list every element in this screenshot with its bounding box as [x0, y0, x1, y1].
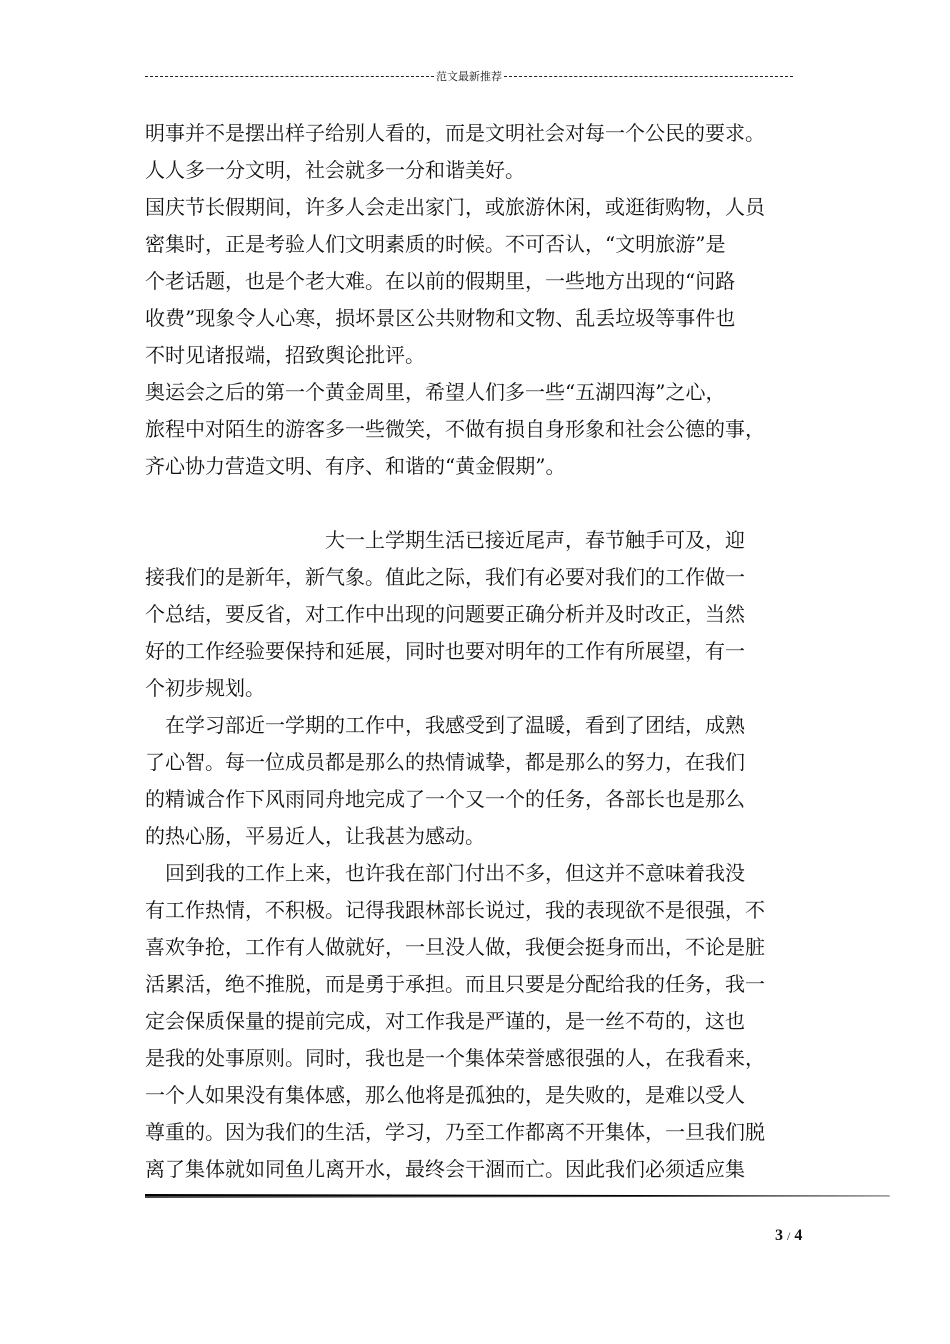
- text-line: 一个人如果没有集体感，那么他将是孤独的，是失败的，是难以受人: [145, 1083, 745, 1107]
- text-line: 个总结，要反省，对工作中出现的问题要正确分析并及时改正，当然: [145, 602, 745, 626]
- text-line: 人人多一分文明，社会就多一分和谐美好。: [145, 158, 525, 182]
- document-body: [145, 115, 810, 1188]
- text-line: 密集时，正是考验人们文明素质的时候。不可否认，“文明旅游”是: [145, 232, 726, 256]
- text-line: 尊重的。因为我们的生活，学习，乃至工作都离不开集体，一旦我们脱: [145, 1120, 765, 1144]
- text-line: 大一上学期生活已接近尾声，春节触手可及，迎: [145, 528, 745, 552]
- footer-divider: [145, 1194, 890, 1198]
- text-line: 国庆节长假期间，许多人会走出家门，或旅游休闲，或逛街购物，人员: [145, 195, 765, 219]
- paragraph-gap: [145, 485, 810, 522]
- text-line: 齐心协力营造文明、有序、和谐的“黄金假期”。: [145, 454, 566, 478]
- text-line: 的精诚合作下风雨同舟地完成了一个又一个的任务，各部长也是那么: [145, 787, 745, 811]
- text-line: 好的工作经验要保持和延展，同时也要对明年的工作有所展望，有一: [145, 639, 745, 663]
- page-separator: /: [787, 1229, 791, 1243]
- text-line: 有工作热情，不积极。记得我跟林部长说过，我的表现欲不是很强，不: [145, 898, 765, 922]
- text-line: 定会保质保量的提前完成，对工作我是严谨的，是一丝不苟的，这也: [145, 1009, 745, 1033]
- header-dash-left: [145, 76, 434, 77]
- page-header: [145, 66, 793, 86]
- text-line: 是我的处事原则。同时，我也是一个集体荣誉感很强的人，在我看来，: [145, 1046, 765, 1070]
- text-line: 不时见诸报端，招致舆论批评。: [145, 343, 425, 367]
- text-line: 喜欢争抢，工作有人做就好，一旦没人做，我便会挺身而出，不论是脏: [145, 935, 765, 959]
- text-line: 回到我的工作上来，也许我在部门付出不多，但这并不意味着我没: [145, 861, 745, 885]
- text-line: 了心智。每一位成员都是那么的热情诚挚，都是那么的努力，在我们: [145, 750, 745, 774]
- page-current: 3: [775, 1227, 783, 1244]
- text-line: 奥运会之后的第一个黄金周里，希望人们多一些“五湖四海”之心，: [145, 380, 726, 404]
- text-line: 活累活，绝不推脱，而是勇于承担。而且只要是分配给我的任务，我一: [145, 972, 765, 996]
- page-total: 4: [794, 1227, 803, 1244]
- text-line: 个老话题，也是个老大难。在以前的假期里，一些地方出现的“问路: [145, 269, 736, 293]
- text-line: 收费”现象令人心寒，损坏景区公共财物和文物、乱丢垃圾等事件也: [145, 306, 736, 330]
- text-line: 在学习部近一学期的工作中，我感受到了温暖，看到了团结，成熟: [145, 713, 745, 737]
- text-line: 明事并不是摆出样子给别人看的，而是文明社会对每一个公民的要求。: [145, 121, 765, 145]
- page-number: [775, 1227, 802, 1245]
- section-work-summary: [145, 522, 810, 1188]
- text-line: 的热心肠，平易近人，让我甚为感动。: [145, 824, 485, 848]
- header-title: 范文最新推荐: [436, 70, 502, 83]
- text-line: 接我们的是新年，新气象。值此之际，我们有必要对我们的工作做一: [145, 565, 745, 589]
- text-line: 旅程中对陌生的游客多一些微笑，不做有损自身形象和社会公德的事，: [145, 417, 765, 441]
- section-civilized-travel: [145, 115, 810, 485]
- text-line: 个初步规划。: [145, 676, 265, 700]
- text-line: 离了集体就如同鱼儿离开水，最终会干涸而亡。因此我们必须适应集: [145, 1157, 745, 1181]
- header-dash-right: [504, 76, 793, 77]
